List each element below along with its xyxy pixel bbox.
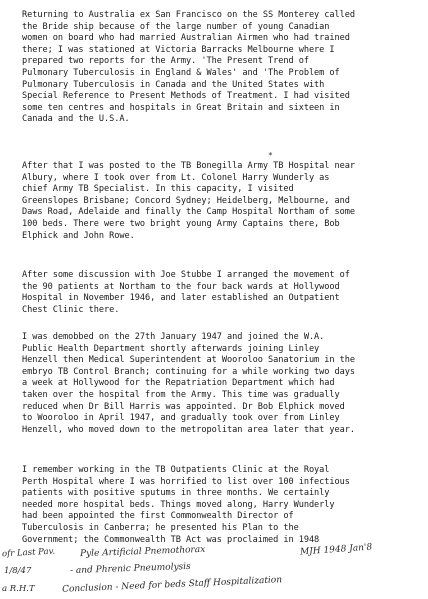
text-line: After that I was posted to the TB Bonegilla Army TB Hospital near xyxy=(22,161,356,171)
text-line: I was demobbed on the 27th January 1947 and joined the W.A. xyxy=(22,332,325,342)
text-line: embryo TB Control Branch; continuing for a while working two days xyxy=(22,366,356,377)
handwriting-conclusion: Conclusion - Need for beds Staff Hospitalization xyxy=(61,575,283,595)
text-line: Hospital in November 1946, and later established an Outpatient xyxy=(22,293,340,304)
handwriting-mjh-1948: MJH 1948 Jan'8 xyxy=(299,542,373,558)
text-line: Canada and the U.S.A. xyxy=(22,114,130,125)
paragraph-return-to-australia xyxy=(22,10,414,126)
text-line: After some discussion with Joe Stubbe I arranged the movement of xyxy=(22,270,350,280)
text-line: women on board who had married Australian Airmen who had trained xyxy=(22,33,350,44)
text-line: prepared two reports for the Army. 'The Present Trend of xyxy=(22,56,309,67)
text-line: some ten centres and hospitals in Great Britain and sixteen in xyxy=(22,102,340,113)
text-line: taken over the hospital from the Army. This time was gradually xyxy=(22,389,340,400)
text-line: chief Army TB Specialist. In this capacity, I visited xyxy=(22,184,294,195)
text-line: had been appointed the first Commonwealth Director of xyxy=(22,511,294,522)
text-line: Henzell, who moved down to the metropolitan area later that year. xyxy=(22,424,356,435)
section-asterisk: * xyxy=(268,151,273,160)
text-line: needed more hospital beds. Things moved along, Harry Wunderly xyxy=(22,499,335,510)
paragraph-outpatients-clinic xyxy=(22,465,414,546)
paragraph-northam-transfer xyxy=(22,270,414,316)
text-line: Pulmonary Tuberculosis in England & Wales' and 'The Problem of xyxy=(22,67,340,78)
text-line: Chest Clinic there. xyxy=(22,304,120,315)
handwriting-last-pav: ofr Last Pav. xyxy=(1,546,56,560)
handwriting-date: 1/8/47 xyxy=(4,566,32,576)
text-line: Greenslopes Brisbane; Concord Sydney; Heidelberg, Melbourne, and xyxy=(22,195,350,206)
text-line: Perth Hospital where I was horrified to list over 100 infectious xyxy=(22,476,350,487)
text-line: I remember working in the TB Outpatients Clinic at the Royal xyxy=(22,465,330,475)
text-line: Tuberculosis in Canberra; he presented his Plan to the xyxy=(22,522,299,533)
text-line: Public Health Department shortly afterwards joining Linley xyxy=(22,343,320,354)
text-line: Albury, where I took over from Lt. Colonel Harry Wunderly as xyxy=(22,172,330,183)
text-line: reduced when Dr Bill Harris was appointed. Dr Bob Elphick moved xyxy=(22,401,345,412)
text-line: the 90 patients at Northam to the four back wards at Hollywood xyxy=(22,281,340,292)
text-line: patients with positive sputums in three months. We certainly xyxy=(22,488,330,499)
text-line: Daws Road, Adelaide and finally the Camp Hospital Northam of some xyxy=(22,207,356,218)
text-line: Government; the Commonwealth TB Act was proclaimed in 1948 xyxy=(22,534,320,545)
text-line: 100 beds. There were two bright young Army Captains there, Bob xyxy=(22,218,340,229)
text-line: there; I was stationed at Victoria Barracks Melbourne where I xyxy=(22,44,335,55)
text-line: a week at Hollywood for the Repatriation Department which had xyxy=(22,378,335,389)
text-line: Special Reference to Present Methods of Treatment. I had visited xyxy=(22,91,350,102)
handwriting-rht: a R.H.T xyxy=(2,584,35,594)
text-line: Returning to Australia ex San Francisco on the SS Monterey called xyxy=(22,10,356,20)
paragraph-demobbed xyxy=(22,332,414,436)
handwriting-phrenic: - and Phrenic Pneumolysis xyxy=(69,561,191,577)
text-line: Pulmonary Tuberculosis in Canada and the United States with xyxy=(22,79,325,90)
text-line: to Wooroloo in April 1947, and gradually took over from Linley xyxy=(22,413,340,424)
text-line: Henzell then Medical Superintendent at Wooroloo Sanatorium in the xyxy=(22,355,356,366)
handwriting-pneumothorax: Pyle Artificial Pnemothorax xyxy=(79,544,206,560)
text-line: Elphick and John Rowe. xyxy=(22,230,135,241)
text-line: the Bride ship because of the large number of young Canadian xyxy=(22,21,330,32)
paragraph-bonegilla-posting xyxy=(22,161,414,242)
